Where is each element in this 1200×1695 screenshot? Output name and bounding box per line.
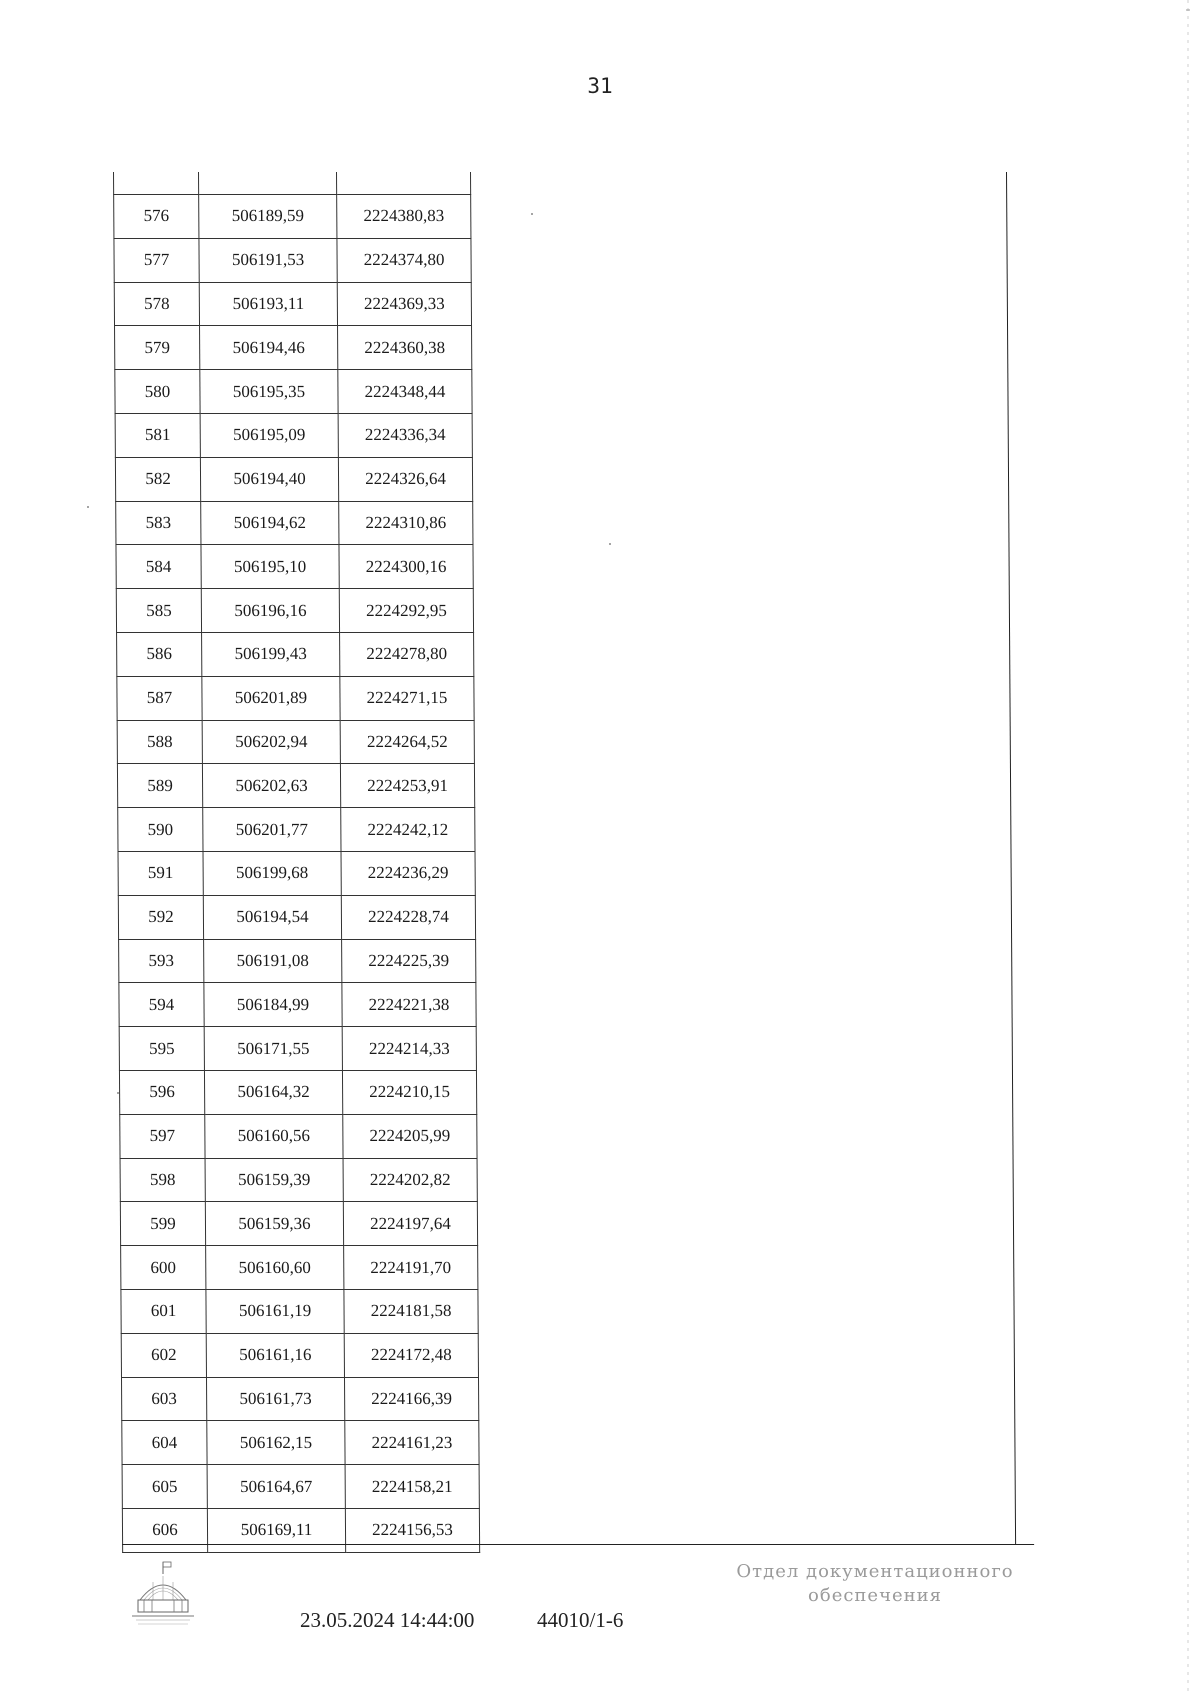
point-number-cell: 583 [116, 501, 201, 545]
scan-speck [87, 506, 89, 508]
point-number-cell: 602 [121, 1333, 206, 1377]
point-number-cell: 579 [115, 326, 200, 370]
y-coordinate-cell: 2224202,82 [343, 1158, 477, 1202]
table-row [118, 851, 475, 895]
x-coordinate-cell: 506164,32 [204, 1070, 342, 1114]
table-row [118, 808, 475, 852]
table-row [121, 1246, 478, 1290]
table-row [122, 1465, 479, 1509]
x-coordinate-cell: 506195,09 [200, 413, 338, 457]
table-row [119, 1070, 476, 1114]
y-coordinate-cell: 2224210,15 [342, 1070, 476, 1114]
y-coordinate-cell: 2224236,29 [341, 851, 475, 895]
table-header-stub-row [114, 172, 471, 195]
table-row [115, 413, 472, 457]
y-coordinate-cell: 2224225,39 [342, 939, 476, 983]
table-row [121, 1377, 478, 1421]
table-row [122, 1421, 479, 1465]
table-row [119, 939, 476, 983]
y-coordinate-cell: 2224300,16 [339, 545, 473, 589]
x-coordinate-cell: 506201,77 [203, 808, 341, 852]
point-number-cell: 576 [114, 195, 199, 239]
point-number-cell: 598 [120, 1158, 205, 1202]
x-coordinate-cell: 506199,43 [202, 632, 340, 676]
department-stamp-line-2: обеспечения [808, 1585, 942, 1606]
point-number-cell: 596 [119, 1070, 204, 1114]
y-coordinate-cell: 2224360,38 [338, 326, 472, 370]
table-row [119, 983, 476, 1027]
y-coordinate-cell: 2224156,53 [345, 1508, 479, 1552]
x-coordinate-cell: 506194,54 [203, 895, 341, 939]
point-number-cell: 581 [115, 413, 200, 457]
x-coordinate-cell: 506191,53 [199, 238, 337, 282]
table-right-border [1006, 172, 1016, 1544]
y-coordinate-cell: 2224278,80 [340, 632, 474, 676]
x-coordinate-cell: 506161,16 [206, 1333, 344, 1377]
point-number-cell: 601 [121, 1289, 206, 1333]
y-coordinate-cell: 2224242,12 [341, 808, 475, 852]
point-number-cell: 593 [119, 939, 204, 983]
y-coordinate-cell: 2224221,38 [342, 983, 476, 1027]
point-number-cell: 595 [119, 1027, 204, 1071]
table-row [120, 1114, 477, 1158]
footer-document-code: 44010/1-6 [537, 1608, 624, 1632]
table-row [115, 457, 472, 501]
table-row [121, 1289, 478, 1333]
y-coordinate-cell: 2224253,91 [340, 764, 474, 808]
point-number-cell: 590 [118, 808, 203, 852]
x-coordinate-cell: 506159,36 [205, 1202, 343, 1246]
y-coordinate-cell: 2224348,44 [338, 370, 472, 414]
table-bottom-border [122, 1544, 1034, 1545]
y-coordinate-cell: 2224336,34 [338, 413, 472, 457]
table-row [114, 282, 471, 326]
table-row [117, 764, 474, 808]
table-row [118, 895, 475, 939]
table-row [117, 632, 474, 676]
point-number-cell: 588 [117, 720, 202, 764]
point-number-cell: 585 [116, 589, 201, 633]
x-coordinate-cell: 506161,19 [206, 1289, 344, 1333]
x-coordinate-cell: 506195,35 [200, 370, 338, 414]
department-stamp [715, 1560, 1035, 1608]
table-row [120, 1202, 477, 1246]
point-number-cell: 599 [120, 1202, 205, 1246]
point-number-cell: 594 [119, 983, 204, 1027]
x-coordinate-cell: 506159,39 [205, 1158, 343, 1202]
point-number-cell: 597 [120, 1114, 205, 1158]
x-coordinate-cell: 506160,60 [206, 1246, 344, 1290]
scan-edge-artifact [1186, 0, 1190, 1695]
table-row [119, 1027, 476, 1071]
footer-datetime: 23.05.2024 14:44:00 [300, 1608, 475, 1632]
y-coordinate-cell: 2224374,80 [337, 238, 471, 282]
table-row [115, 326, 472, 370]
y-coordinate-cell: 2224205,99 [343, 1114, 477, 1158]
x-coordinate-cell: 506169,11 [207, 1508, 345, 1552]
y-coordinate-cell: 2224191,70 [344, 1246, 478, 1290]
y-coordinate-cell: 2224214,33 [342, 1027, 476, 1071]
x-coordinate-cell: 506201,89 [202, 676, 340, 720]
point-number-cell: 604 [122, 1421, 207, 1465]
y-coordinate-cell: 2224264,52 [340, 720, 474, 764]
x-coordinate-cell: 506194,46 [200, 326, 338, 370]
point-number-cell: 577 [114, 238, 199, 282]
y-coordinate-cell: 2224271,15 [340, 676, 474, 720]
table-row [116, 589, 473, 633]
table-row [116, 545, 473, 589]
point-number-cell: 586 [117, 632, 202, 676]
x-coordinate-cell: 506162,15 [207, 1421, 345, 1465]
scan-speck [531, 213, 533, 215]
x-coordinate-cell: 506161,73 [206, 1377, 344, 1421]
table-row [114, 195, 471, 239]
point-number-cell: 603 [121, 1377, 206, 1421]
x-coordinate-cell: 506195,10 [201, 545, 339, 589]
table-row [114, 238, 471, 282]
point-number-cell: 592 [118, 895, 203, 939]
point-number-cell: 605 [122, 1465, 207, 1509]
table-row [121, 1333, 478, 1377]
point-number-cell: 584 [116, 545, 201, 589]
x-coordinate-cell: 506189,59 [199, 195, 337, 239]
department-stamp-line-1: Отдел документационного [736, 1561, 1014, 1582]
header-stub-cell [337, 172, 471, 195]
x-coordinate-cell: 506196,16 [201, 589, 339, 633]
table-row [120, 1158, 477, 1202]
x-coordinate-cell: 506191,08 [204, 939, 342, 983]
x-coordinate-cell: 506164,67 [207, 1465, 345, 1509]
y-coordinate-cell: 2224326,64 [338, 457, 472, 501]
point-number-cell: 587 [117, 676, 202, 720]
point-number-cell: 589 [117, 764, 202, 808]
coordinates-table [113, 172, 480, 1553]
table-row [117, 676, 474, 720]
page-number: 31 [587, 74, 613, 98]
y-coordinate-cell: 2224380,83 [337, 195, 471, 239]
x-coordinate-cell: 506193,11 [199, 282, 337, 326]
x-coordinate-cell: 506202,94 [202, 720, 340, 764]
point-number-cell: 600 [121, 1246, 206, 1290]
scan-speck [117, 1092, 119, 1094]
y-coordinate-cell: 2224369,33 [337, 282, 471, 326]
table-row [122, 1508, 479, 1552]
coordinates-table-frame [113, 172, 1034, 1547]
x-coordinate-cell: 506199,68 [203, 851, 341, 895]
x-coordinate-cell: 506184,99 [204, 983, 342, 1027]
table-row [117, 720, 474, 764]
y-coordinate-cell: 2224197,64 [343, 1202, 477, 1246]
x-coordinate-cell: 506171,55 [204, 1027, 342, 1071]
point-number-cell: 578 [114, 282, 199, 326]
x-coordinate-cell: 506194,62 [201, 501, 339, 545]
y-coordinate-cell: 2224310,86 [339, 501, 473, 545]
y-coordinate-cell: 2224158,21 [345, 1465, 479, 1509]
registry-building-emblem-icon [128, 1560, 198, 1628]
y-coordinate-cell: 2224166,39 [344, 1377, 478, 1421]
point-number-cell: 606 [122, 1508, 207, 1552]
header-stub-cell [114, 172, 199, 195]
x-coordinate-cell: 506160,56 [205, 1114, 343, 1158]
y-coordinate-cell: 2224181,58 [344, 1289, 478, 1333]
scan-speck [609, 543, 611, 545]
table-row [115, 370, 472, 414]
y-coordinate-cell: 2224161,23 [345, 1421, 479, 1465]
x-coordinate-cell: 506194,40 [200, 457, 338, 501]
point-number-cell: 580 [115, 370, 200, 414]
point-number-cell: 582 [115, 457, 200, 501]
y-coordinate-cell: 2224292,95 [339, 589, 473, 633]
header-stub-cell [199, 172, 337, 195]
y-coordinate-cell: 2224172,48 [344, 1333, 478, 1377]
x-coordinate-cell: 506202,63 [202, 764, 340, 808]
y-coordinate-cell: 2224228,74 [341, 895, 475, 939]
point-number-cell: 591 [118, 851, 203, 895]
table-row [116, 501, 473, 545]
